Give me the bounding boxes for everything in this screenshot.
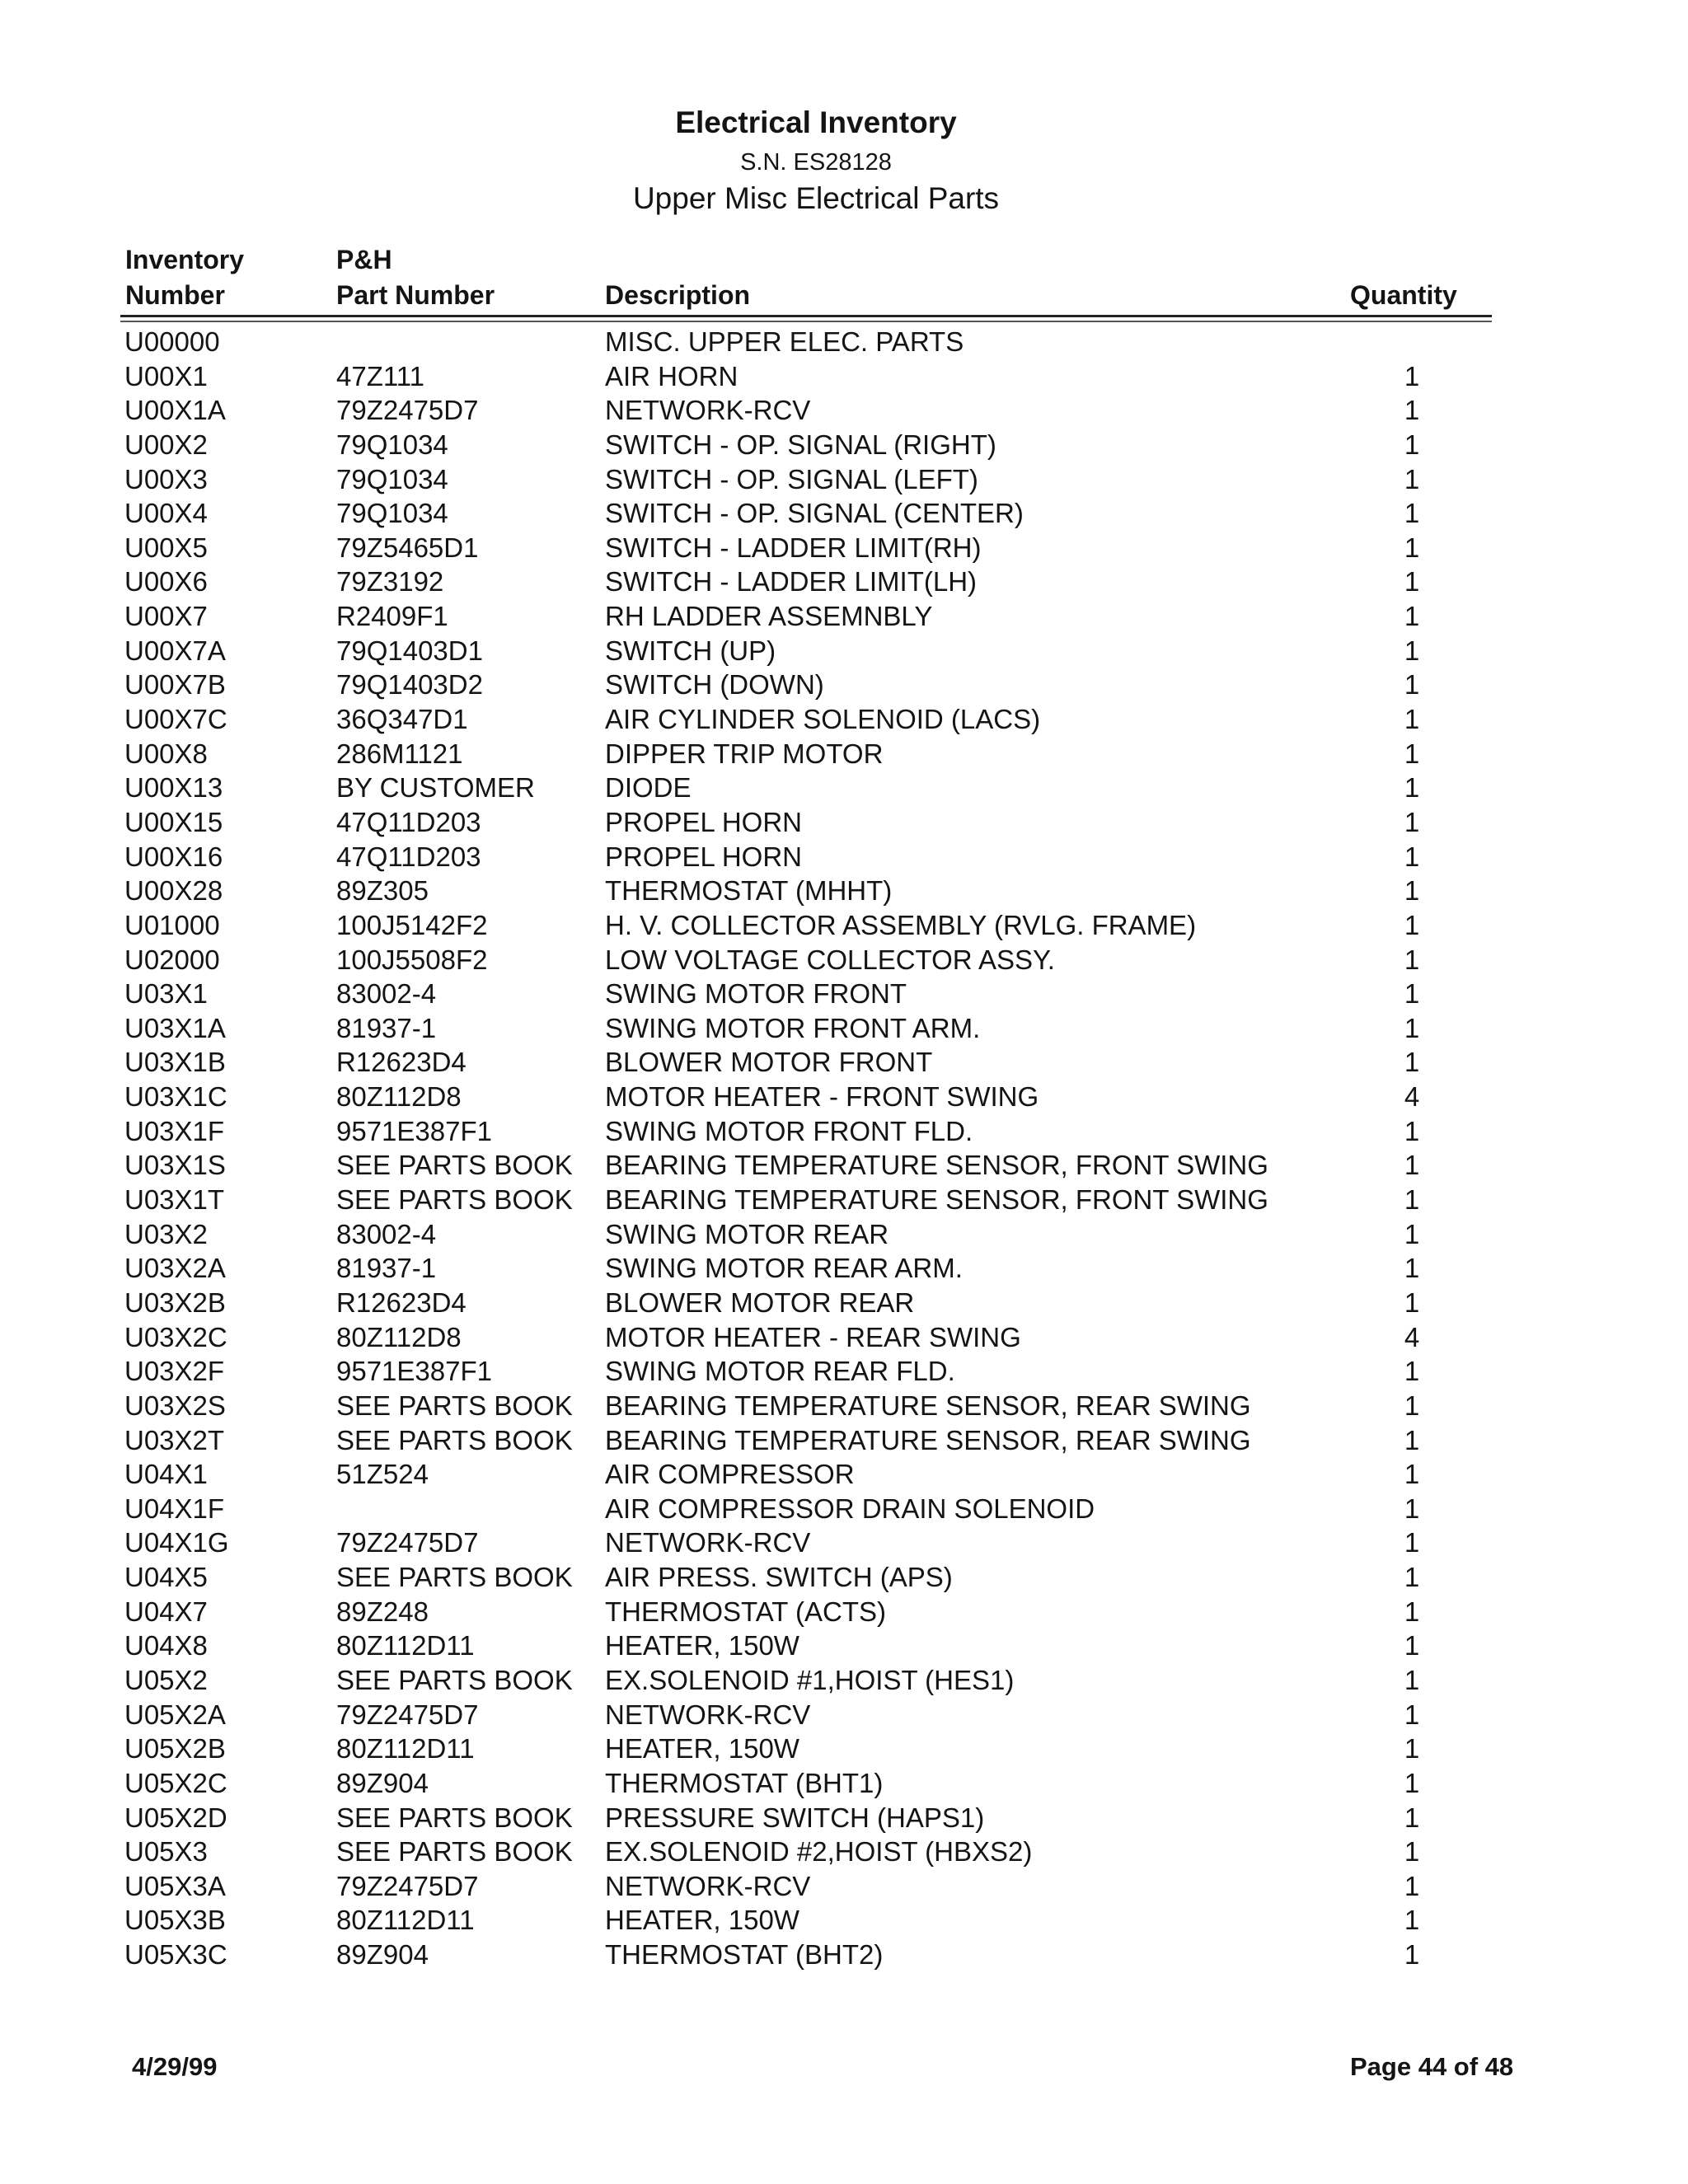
inventory-number-cell: U03X2A [124,1253,226,1284]
table-row [0,1560,1688,1595]
description-cell: HEATER, 150W [605,1905,799,1936]
inventory-number-cell: U00X16 [124,841,223,872]
inventory-number-cell: U05X3 [124,1836,208,1868]
table-row [0,1389,1688,1423]
quantity-cell: 1 [1404,1733,1420,1765]
inventory-number-cell: U00X2 [124,429,208,460]
table-row [0,1835,1688,1869]
part-number-cell: SEE PARTS BOOK [336,1562,573,1593]
part-number-cell: SEE PARTS BOOK [336,1424,573,1455]
description-cell: DIPPER TRIP MOTOR [605,738,884,769]
part-number-cell: 47Q11D203 [336,841,481,872]
page-title: Electrical Inventory [675,105,957,139]
inventory-number-cell: U03X2F [124,1356,225,1387]
inventory-number-cell: U04X5 [124,1562,208,1593]
quantity-cell: 1 [1404,566,1420,598]
quantity-cell: 1 [1404,1630,1420,1661]
quantity-cell: 1 [1404,1870,1420,1901]
table-row [0,359,1688,394]
table-row [0,1595,1688,1629]
quantity-cell: 1 [1404,1286,1420,1318]
quantity-cell: 1 [1404,498,1420,529]
description-cell: LOW VOLTAGE COLLECTOR ASSY. [605,944,1055,975]
description-cell: HEATER, 150W [605,1630,799,1661]
inventory-number-cell: U05X3C [124,1939,227,1971]
quantity-cell: 1 [1404,1802,1420,1833]
part-number-cell: 81937-1 [336,1012,437,1043]
description-cell: MOTOR HEATER - FRONT SWING [605,1081,1039,1113]
inventory-number-cell: U04X1 [124,1459,208,1490]
quantity-cell: 1 [1404,875,1420,907]
description-cell: SWING MOTOR REAR [605,1218,889,1249]
description-cell: PRESSURE SWITCH (HAPS1) [605,1802,985,1833]
description-cell: PROPEL HORN [605,806,802,837]
table-row [0,1148,1688,1183]
table-row [0,1869,1688,1904]
inventory-table [0,325,1688,1972]
part-number-cell: 89Z248 [336,1596,429,1627]
header-divider [120,315,1492,317]
description-cell: SWING MOTOR REAR ARM. [605,1253,963,1284]
table-row [0,1766,1688,1801]
description-cell: MISC. UPPER ELEC. PARTS [605,326,964,357]
part-number-cell: 79Z3192 [336,566,444,598]
part-number-cell: 79Q1034 [336,429,448,460]
inventory-number-cell: U00X7B [124,669,226,701]
page-subtitle: Upper Misc Electrical Parts [632,181,1000,215]
table-row [0,840,1688,874]
table-row [0,1663,1688,1698]
inventory-number-cell: U05X2 [124,1664,208,1695]
inventory-number-cell: U05X3A [124,1870,226,1901]
quantity-cell: 1 [1404,395,1420,426]
quantity-cell: 1 [1404,1493,1420,1524]
description-cell: BLOWER MOTOR FRONT [605,1047,933,1078]
part-number-cell: 80Z112D8 [336,1081,462,1113]
description-cell: SWITCH - OP. SIGNAL (RIGHT) [605,429,996,460]
quantity-cell: 1 [1404,635,1420,666]
part-number-cell: SEE PARTS BOOK [336,1802,573,1833]
part-number-cell: SEE PARTS BOOK [336,1664,573,1695]
table-row [0,1080,1688,1114]
quantity-cell: 1 [1404,704,1420,735]
description-cell: PROPEL HORN [605,841,802,872]
quantity-cell: 1 [1404,1699,1420,1730]
serial-number: S.N. ES28128 [740,149,892,176]
inventory-number-cell: U00X7 [124,601,208,632]
inventory-number-cell: U00X28 [124,875,223,907]
quantity-cell: 1 [1404,1905,1420,1936]
quantity-cell: 4 [1404,1321,1420,1352]
description-cell: NETWORK-RCV [605,1527,811,1558]
part-number-cell: 79Z5465D1 [336,532,479,563]
part-number-cell: 79Q1034 [336,463,448,494]
quantity-cell: 4 [1404,1081,1420,1113]
part-number-cell: 100J5142F2 [336,909,488,940]
part-number-cell: 83002-4 [336,1218,437,1249]
table-row [0,737,1688,771]
table-row [0,531,1688,565]
part-number-cell: 89Z305 [336,875,429,907]
quantity-cell: 1 [1404,1767,1420,1798]
table-row [0,1011,1688,1046]
inventory-number-cell: U05X2D [124,1802,227,1833]
description-cell: AIR PRESS. SWITCH (APS) [605,1562,953,1593]
part-number-cell: 79Q1403D2 [336,669,483,701]
table-row [0,634,1688,668]
table-row [0,1286,1688,1320]
part-number-cell: 89Z904 [336,1767,429,1798]
inventory-number-cell: U00X13 [124,772,223,804]
part-number-cell: 79Q1034 [336,498,448,529]
inventory-number-cell: U03X1S [124,1150,226,1181]
inventory-number-cell: U05X2C [124,1767,227,1798]
description-cell: THERMOSTAT (MHHT) [605,875,893,907]
description-cell: BEARING TEMPERATURE SENSOR, REAR SWING [605,1424,1251,1455]
description-cell: NETWORK-RCV [605,395,811,426]
inventory-number-cell: U03X2T [124,1424,225,1455]
description-cell: SWITCH - LADDER LIMIT(LH) [605,566,978,598]
description-cell: SWING MOTOR REAR FLD. [605,1356,955,1387]
inventory-number-cell: U05X2B [124,1733,226,1765]
inventory-number-cell: U03X2C [124,1321,227,1352]
table-row [0,325,1688,359]
inventory-number-cell: U00X4 [124,498,208,529]
description-cell: HEATER, 150W [605,1733,799,1765]
table-row [0,1526,1688,1560]
inventory-number-cell: U02000 [124,944,220,975]
quantity-cell: 1 [1404,1115,1420,1146]
part-number-cell: 80Z112D11 [336,1733,475,1765]
inventory-number-cell: U04X7 [124,1596,208,1627]
inventory-number-cell: U04X1G [124,1527,229,1558]
quantity-cell: 1 [1404,1356,1420,1387]
column-header-description: Description [605,280,751,310]
inventory-number-cell: U00X15 [124,806,223,837]
table-row [0,496,1688,531]
part-number-cell: SEE PARTS BOOK [336,1184,573,1216]
inventory-number-cell: U00X8 [124,738,208,769]
description-cell: SWITCH (UP) [605,635,776,666]
table-row [0,1320,1688,1355]
part-number-cell: 9571E387F1 [336,1356,492,1387]
description-cell: BEARING TEMPERATURE SENSOR, FRONT SWING [605,1150,1268,1181]
part-number-cell: R2409F1 [336,601,448,632]
description-cell: THERMOSTAT (ACTS) [605,1596,886,1627]
table-row [0,1698,1688,1732]
part-number-cell: SEE PARTS BOOK [336,1390,573,1421]
description-cell: SWITCH - OP. SIGNAL (CENTER) [605,498,1024,529]
inventory-number-cell: U00X6 [124,566,208,598]
quantity-cell: 1 [1404,1562,1420,1593]
quantity-cell: 1 [1404,669,1420,701]
quantity-cell: 1 [1404,1836,1420,1868]
table-row [0,599,1688,634]
quantity-cell: 1 [1404,772,1420,804]
quantity-cell: 1 [1404,1424,1420,1455]
part-number-cell: 286M1121 [336,738,463,769]
description-cell: RH LADDER ASSEMNBLY [605,601,933,632]
table-row [0,1183,1688,1217]
description-cell: NETWORK-RCV [605,1699,811,1730]
description-cell: BEARING TEMPERATURE SENSOR, FRONT SWING [605,1184,1268,1216]
table-row [0,702,1688,737]
inventory-number-cell: U05X2A [124,1699,226,1730]
column-header-part-line2: Part Number [336,280,495,310]
quantity-cell: 1 [1404,978,1420,1010]
description-cell: BEARING TEMPERATURE SENSOR, REAR SWING [605,1390,1251,1421]
part-number-cell: BY CUSTOMER [336,772,535,804]
table-row [0,1732,1688,1766]
part-number-cell: 9571E387F1 [336,1115,492,1146]
description-cell: SWITCH (DOWN) [605,669,824,701]
inventory-number-cell: U00X7A [124,635,226,666]
table-row [0,393,1688,428]
part-number-cell: 89Z904 [336,1939,429,1971]
part-number-cell: 100J5508F2 [336,944,488,975]
part-number-cell: SEE PARTS BOOK [336,1836,573,1868]
description-cell: MOTOR HEATER - REAR SWING [605,1321,1021,1352]
description-cell: AIR COMPRESSOR DRAIN SOLENOID [605,1493,1095,1524]
quantity-cell: 1 [1404,944,1420,975]
description-cell: THERMOSTAT (BHT2) [605,1939,884,1971]
quantity-cell: 1 [1404,841,1420,872]
column-header-inventory-line1: Inventory [125,245,245,274]
table-row [0,1217,1688,1252]
quantity-cell: 1 [1404,1390,1420,1421]
quantity-cell: 1 [1404,1253,1420,1284]
description-cell: SWITCH - OP. SIGNAL (LEFT) [605,463,978,494]
table-row [0,1114,1688,1149]
table-row [0,1801,1688,1835]
column-header-quantity: Quantity [1350,280,1457,310]
footer-page-number: Page 44 of 48 [1350,2052,1514,2081]
quantity-cell: 1 [1404,806,1420,837]
part-number-cell: 83002-4 [336,978,437,1010]
description-cell: BLOWER MOTOR REAR [605,1286,915,1318]
table-row [0,428,1688,462]
quantity-cell: 1 [1404,1459,1420,1490]
inventory-number-cell: U00X5 [124,532,208,563]
inventory-number-cell: U00X3 [124,463,208,494]
part-number-cell: 36Q347D1 [336,704,468,735]
quantity-cell: 1 [1404,601,1420,632]
quantity-cell: 1 [1404,1012,1420,1043]
quantity-cell: 1 [1404,909,1420,940]
description-cell: DIODE [605,772,692,804]
inventory-number-cell: U03X1T [124,1184,225,1216]
part-number-cell: 47Z111 [336,360,425,391]
table-row [0,1251,1688,1286]
table-row [0,805,1688,840]
table-row [0,1457,1688,1492]
table-row [0,874,1688,908]
table-row [0,977,1688,1011]
quantity-cell: 1 [1404,1939,1420,1971]
description-cell: AIR HORN [605,360,738,391]
inventory-number-cell: U03X1F [124,1115,225,1146]
table-row [0,1492,1688,1526]
table-row [0,908,1688,943]
table-row [0,1354,1688,1389]
header-divider-secondary [120,321,1492,322]
description-cell: NETWORK-RCV [605,1870,811,1901]
table-row [0,462,1688,497]
part-number-cell: 79Z2475D7 [336,1527,479,1558]
part-number-cell: R12623D4 [336,1286,467,1318]
inventory-number-cell: U03X1 [124,978,208,1010]
quantity-cell: 1 [1404,429,1420,460]
table-row [0,565,1688,599]
part-number-cell: 79Z2475D7 [336,395,479,426]
quantity-cell: 1 [1404,1150,1420,1181]
part-number-cell: 51Z524 [336,1459,429,1490]
part-number-cell: 80Z112D11 [336,1905,475,1936]
table-row [0,1423,1688,1458]
inventory-number-cell: U03X1C [124,1081,227,1113]
inventory-number-cell: U00X1 [124,360,208,391]
inventory-number-cell: U04X8 [124,1630,208,1661]
quantity-cell: 1 [1404,360,1420,391]
quantity-cell: 1 [1404,1527,1420,1558]
part-number-cell: 79Z2475D7 [336,1699,479,1730]
quantity-cell: 1 [1404,738,1420,769]
part-number-cell: 80Z112D11 [336,1630,475,1661]
table-row [0,1629,1688,1663]
table-row [0,668,1688,702]
table-row [0,1045,1688,1080]
inventory-number-cell: U03X2B [124,1286,226,1318]
table-row [0,943,1688,977]
inventory-number-cell: U00X7C [124,704,227,735]
quantity-cell: 1 [1404,1596,1420,1627]
description-cell: SWITCH - LADDER LIMIT(RH) [605,532,982,563]
column-header-inventory-line2: Number [125,280,225,310]
quantity-cell: 1 [1404,1047,1420,1078]
inventory-number-cell: U00000 [124,326,220,357]
inventory-number-cell: U00X1A [124,395,226,426]
part-number-cell: 81937-1 [336,1253,437,1284]
description-cell: AIR CYLINDER SOLENOID (LACS) [605,704,1041,735]
description-cell: SWING MOTOR FRONT ARM. [605,1012,981,1043]
quantity-cell: 1 [1404,532,1420,563]
column-header-part-line1: P&H [336,245,392,274]
description-cell: EX.SOLENOID #1,HOIST (HES1) [605,1664,1015,1695]
part-number-cell: 80Z112D8 [336,1321,462,1352]
description-cell: AIR COMPRESSOR [605,1459,855,1490]
inventory-number-cell: U05X3B [124,1905,226,1936]
part-number-cell: SEE PARTS BOOK [336,1150,573,1181]
quantity-cell: 1 [1404,1218,1420,1249]
table-row [0,1938,1688,1972]
inventory-number-cell: U03X1B [124,1047,226,1078]
inventory-number-cell: U01000 [124,909,220,940]
inventory-number-cell: U03X2 [124,1218,208,1249]
footer-date: 4/29/99 [132,2052,218,2081]
part-number-cell: R12623D4 [336,1047,467,1078]
table-row [0,1903,1688,1938]
description-cell: SWING MOTOR FRONT FLD. [605,1115,973,1146]
inventory-number-cell: U03X2S [124,1390,226,1421]
part-number-cell: 79Q1403D1 [336,635,483,666]
description-cell: H. V. COLLECTOR ASSEMBLY (RVLG. FRAME) [605,909,1197,940]
inventory-number-cell: U04X1F [124,1493,225,1524]
description-cell: EX.SOLENOID #2,HOIST (HBXS2) [605,1836,1033,1868]
part-number-cell: 79Z2475D7 [336,1870,479,1901]
description-cell: SWING MOTOR FRONT [605,978,907,1010]
quantity-cell: 1 [1404,463,1420,494]
description-cell: THERMOSTAT (BHT1) [605,1767,884,1798]
quantity-cell: 1 [1404,1664,1420,1695]
inventory-number-cell: U03X1A [124,1012,226,1043]
part-number-cell: 47Q11D203 [336,806,481,837]
table-row [0,771,1688,805]
quantity-cell: 1 [1404,1184,1420,1216]
